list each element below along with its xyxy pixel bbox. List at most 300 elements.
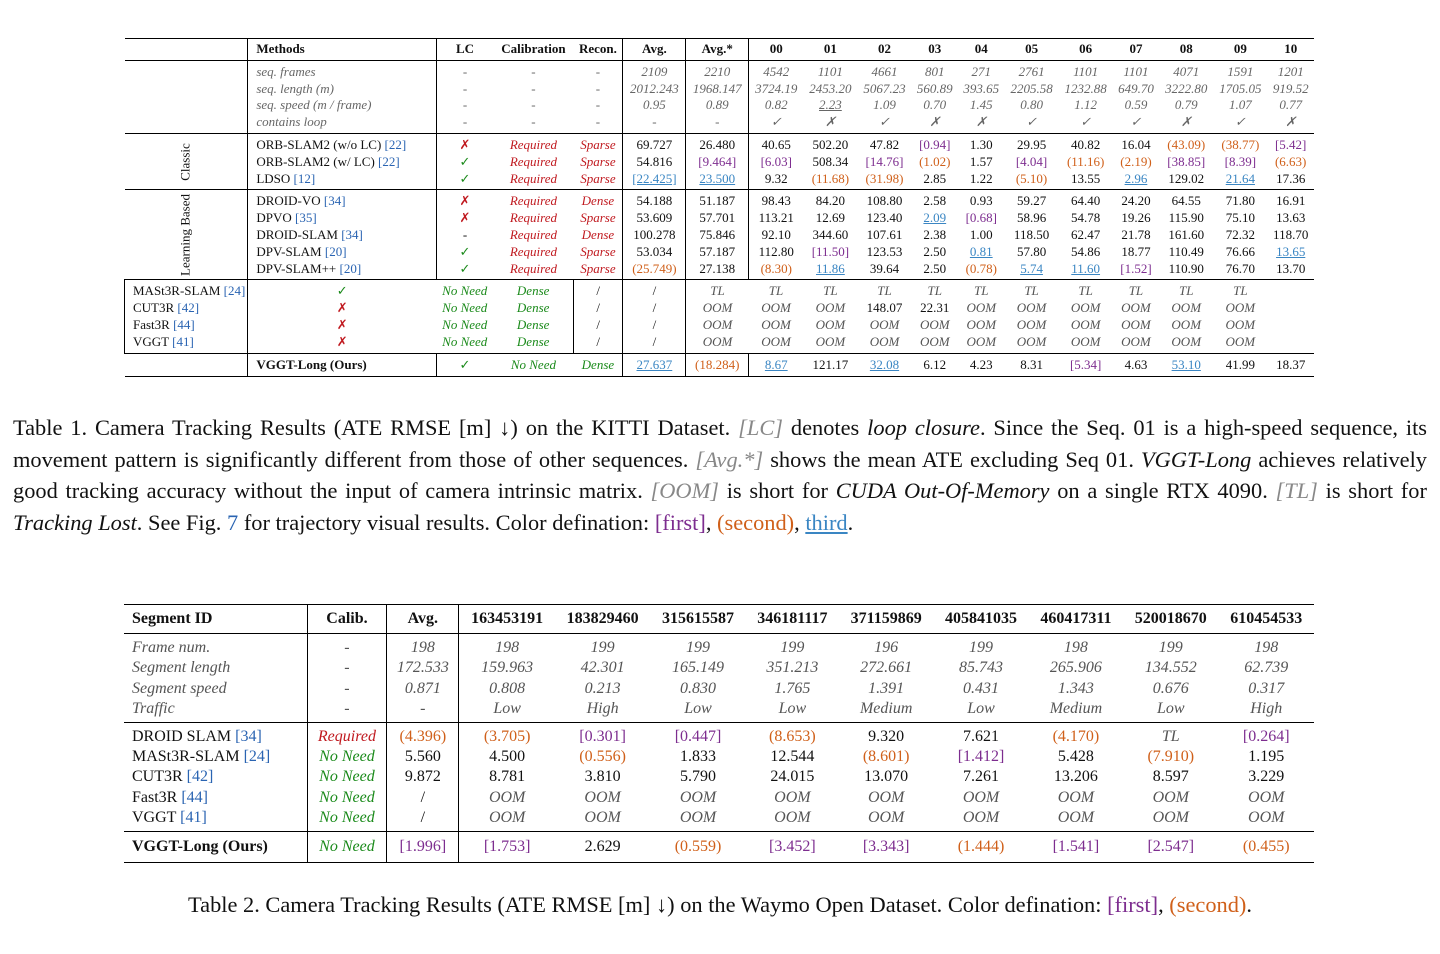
method-label: DPV-SLAM [256,243,322,259]
seq-value: 19.26 [1121,210,1151,226]
seq-value: (1.02) [919,153,951,169]
segment-value: 198 [1254,639,1279,657]
segment-value: 134.552 [1144,659,1197,677]
lc-cell: ✗ [248,317,436,334]
method-label: MASt3R-SLAM [133,283,221,299]
seq-value: (11.68) [811,170,850,186]
calibration-cell: No Need [307,767,387,787]
seq-value: 13.65 [1276,243,1306,259]
calibration-cell: No Need [442,316,488,332]
seq-value: OOM [1121,300,1151,316]
seq-value: 54.78 [1071,210,1101,226]
seq-value: 1101 [1073,63,1099,79]
seq-value: 1.22 [969,170,993,186]
seq-value: 62.47 [1071,226,1101,242]
table-row [125,317,1315,334]
method-label: Frame num. [132,639,211,657]
segment-value: 1.195 [1248,748,1285,766]
reconstruction-cell: - [595,97,601,113]
table-row [125,244,1315,261]
table-row [124,788,1314,808]
method-label: DROID-VO [256,193,321,209]
segment-value: (1.444) [957,838,1005,856]
segment-value: 85.743 [959,659,1004,677]
seq-value: 16.04 [1121,136,1151,152]
method-label: DPVO [256,210,292,226]
segment-value: OOM [1057,788,1095,806]
avg-excl-cell: / [623,317,686,334]
seq-value: 110.49 [1168,243,1204,259]
seq-value: OOM [869,333,900,349]
segment-value: 1.833 [680,748,717,766]
seq-value: TL [877,283,892,299]
segment-value: [3.343] [862,838,910,856]
seq-value: [0.94] [919,136,951,152]
seq-value: 118.70 [1273,226,1309,242]
segment-value: OOM [459,788,555,808]
seq-value: 76.66 [1225,243,1255,259]
category-text: Learning Based [177,193,193,276]
segment-value: (3.705) [459,723,555,748]
seq-value: 4661 [871,63,898,79]
method-label: MASt3R-SLAM [132,748,240,766]
segment-value: 7.261 [963,768,1000,786]
method-name [124,767,307,787]
method-label: ORB-SLAM2 (w/ LC) [256,153,375,169]
stats-row [125,97,1315,114]
avg-excl-cell: 57.701 [686,210,749,227]
citation: [24] [243,748,271,766]
avg-excl-cell: / [623,300,686,317]
seq-value: 115.90 [1168,210,1204,226]
seq-value: 0.82 [749,97,804,114]
column-header: 02 [878,41,891,56]
seq-value: [11.50] [811,243,850,259]
seq-value: (0.78) [965,260,997,276]
method-name [248,261,436,280]
seq-value: OOM [761,300,791,316]
seq-value: 271 [971,63,992,79]
seq-value: 11.60 [1071,260,1101,276]
segment-value: 0.830 [680,679,717,697]
segment-value: Low [459,699,555,723]
seq-value: ✗ [929,114,941,130]
column-header: 346181117 [757,610,828,627]
segment-value: (7.910) [1147,748,1195,766]
reconstruction-cell: - [595,80,601,96]
table-row [125,280,1315,300]
method-name [124,699,307,723]
lc-cell: ✗ [436,210,493,227]
method-name [124,832,307,863]
calibration-cell: Required [307,723,387,748]
category-text: Classic [177,142,193,181]
avg-cell: 69.727 [623,133,686,153]
calibration-cell: No Need [442,300,488,316]
column-header: Calibration [501,41,566,56]
segment-value: OOM [584,788,621,806]
header-spacer [125,39,248,61]
table-1-header [125,39,1315,61]
column-header: 06 [1079,41,1093,56]
seq-value: 2.96 [1124,170,1148,186]
method-label: Fast3R [133,316,170,332]
avg-cell: - [387,699,459,723]
segment-value: [1.753] [459,832,555,863]
stats-row [125,81,1315,98]
column-header: 01 [823,41,837,56]
citation: [42] [186,768,214,786]
seq-value: 1.07 [1228,97,1252,113]
citation: [22] [384,136,407,152]
table-2 [124,604,1314,863]
segment-value: 5.428 [1057,748,1094,766]
reconstruction-cell: Dense [516,283,550,299]
table-2-header [124,605,1314,634]
citation: [44] [173,316,195,332]
reconstruction-cell: Sparse [580,153,616,169]
column-header: Methods [248,39,436,61]
seq-value: 4.63 [1124,356,1148,372]
table-2-methods [124,723,1314,832]
seq-value: 29.95 [1016,136,1047,152]
seq-value: TL [823,283,838,299]
avg-cell: - [623,114,686,133]
seq-value: (8.30) [749,261,804,280]
stats-row [124,634,1314,659]
lc-cell: ✓ [436,244,493,261]
column-header: 163453191 [459,605,555,634]
seq-value: ✗ [824,114,836,130]
calibration-cell: No Need [307,788,387,808]
method-label: Fast3R [132,788,178,806]
segment-value: 198 [1063,639,1088,657]
seq-value: 112.80 [749,244,804,261]
lc-cell: - [436,114,493,133]
seq-value: [5.34] [1069,356,1102,372]
seq-value: OOM [686,300,749,317]
avg-excl-cell: 0.89 [686,97,749,114]
seq-value: 64.40 [1071,193,1101,209]
segment-value: [2.547] [1147,838,1195,856]
seq-value: OOM [1016,300,1047,316]
reconstruction-cell: Dense [516,316,550,332]
segment-value: (0.455) [1242,838,1290,856]
seq-value: OOM [1121,316,1151,332]
reconstruction-cell: Dense [516,300,550,316]
avg-cell: 2012.243 [623,81,686,98]
seq-value: [8.39] [1224,153,1257,169]
stats-row [125,60,1315,80]
seq-value: 2453.20 [809,80,852,96]
avg-excl-cell: - [686,114,749,133]
calibration-cell: No Need [307,808,387,832]
avg-excl-cell: [9.464] [686,154,749,171]
method-label: CUT3R [133,300,175,316]
method-name [124,679,307,699]
calibration-cell: Required [509,193,557,209]
seq-value: 148.07 [866,300,903,316]
reconstruction-cell: Sparse [580,260,616,276]
method-label: seq. length (m) [256,80,334,96]
method-name [124,747,307,767]
avg-cell: / [573,334,623,353]
seq-value: OOM [1171,333,1202,349]
segment-value: 4.500 [459,747,555,767]
seq-value: 113.21 [749,210,804,227]
calibration-cell: Required [509,153,557,169]
lc-cell: - [436,97,493,114]
seq-value: 47.82 [869,136,900,152]
method-name [124,658,307,678]
seq-value: ✗ [1180,114,1192,130]
avg-cell: / [573,280,623,300]
seq-value: TL [1179,283,1194,299]
segment-value: 13.070 [864,768,909,786]
method-name [248,154,436,171]
avg-excl-cell: 1968.147 [686,81,749,98]
seq-value: ✓ [879,114,890,130]
column-header: 183829460 [566,610,639,627]
segment-value: Low [684,699,712,717]
segment-value: OOM [1152,808,1189,826]
segment-value: 198 [459,634,555,659]
seq-value: 2.50 [923,260,947,276]
column-header: 371159869 [850,610,922,627]
column-header: Avg. [623,39,686,61]
seq-value: 108.80 [866,193,903,209]
seq-value: TL [1024,283,1039,299]
seq-value: 1.09 [873,97,896,113]
seq-value: 58.96 [1016,210,1047,226]
seq-value: 2.38 [923,226,947,242]
segment-value: High [1250,699,1283,717]
calibration-cell: - [531,80,536,96]
reconstruction-cell: Sparse [580,243,616,259]
lc-cell: ✗ [248,334,436,353]
seq-value: 393.65 [963,80,1000,96]
seq-value: TL [768,283,784,299]
stats-row [124,679,1314,699]
seq-value: 40.82 [1071,136,1101,152]
seq-value: 21.78 [1121,226,1151,242]
method-label: VGGT [133,333,169,349]
table-row [124,808,1314,832]
method-label: seq. speed (m / frame) [256,97,372,113]
seq-value: 84.20 [815,193,846,209]
calibration-cell: No Need [510,356,556,372]
seq-value: 5067.23 [863,80,906,96]
segment-value: 1.765 [774,679,811,697]
method-group [125,133,1315,189]
avg-cell: 53.034 [623,244,686,261]
segment-value: [3.452] [769,838,816,856]
method-label: Segment speed [132,679,227,697]
reconstruction-cell: Sparse [580,170,616,186]
segment-value: 24.015 [770,768,815,786]
method-name [248,227,436,244]
seq-value: 8.67 [749,353,804,377]
seq-value: 18.37 [1276,356,1306,372]
segment-value: 199 [590,639,615,657]
seq-value: 123.53 [866,243,903,259]
segment-value: 265.906 [1049,659,1102,677]
seq-value: OOM [919,333,950,349]
segment-value: [0.447] [674,728,722,746]
avg-cell: 2109 [623,60,686,80]
citation: [42] [177,300,200,316]
seq-value: 24.20 [1121,193,1151,209]
column-header: LC [436,39,493,61]
segment-value: 272.661 [860,659,913,677]
seq-value: 1.30 [969,136,993,152]
seq-value: 11.86 [816,260,845,276]
avg-cell: 172.533 [387,658,459,678]
column-header: 04 [974,41,988,56]
reconstruction-cell: Sparse [580,136,616,152]
calibration-cell: - [531,63,536,79]
segment-value: 2.629 [584,838,621,856]
reconstruction-cell: Dense [581,356,615,372]
seq-value: 18.77 [1121,243,1151,259]
reconstruction-cell: Dense [581,193,615,209]
seq-value: 0.77 [1279,97,1303,113]
seq-value: 16.91 [1276,193,1306,209]
seq-value: 4.23 [969,356,993,372]
segment-value: 0.808 [459,679,555,699]
method-name [248,97,436,114]
method-label: CUT3R [132,768,183,786]
segment-value: OOM [584,808,621,826]
stats-row [124,699,1314,723]
segment-value: 7.621 [963,728,1000,746]
lc-cell: - [436,81,493,98]
table-row [125,261,1315,280]
segment-value: OOM [867,788,905,806]
lc-cell: ✗ [436,133,493,153]
segment-value: High [586,699,619,717]
column-header: Avg. [387,605,459,634]
avg-cell: [1.996] [387,832,459,863]
segment-value: 0.431 [963,679,1000,697]
segment-value: OOM [459,808,555,832]
seq-value: 502.20 [812,136,849,152]
seq-value: OOM [1121,333,1151,349]
segment-value: Medium [859,699,913,717]
avg-cell: (4.396) [387,723,459,748]
seq-value: 1.00 [969,226,993,242]
lc-cell: - [436,60,493,80]
seq-value: OOM [1171,316,1202,332]
method-label: Segment length [132,659,231,677]
seq-value: 13.63 [1276,210,1306,226]
avg-excl-cell: 51.187 [686,190,749,210]
method-label: LDSO [256,170,291,186]
column-header: 07 [1129,41,1143,56]
reconstruction-cell: - [595,114,601,130]
avg-excl-cell: (18.284) [686,353,749,377]
seq-value: 1.57 [969,153,993,169]
seq-value: 4542 [749,60,804,80]
seq-value: 2205.58 [1010,80,1053,96]
seq-value: 54.86 [1071,243,1101,259]
seq-value: 0.79 [1174,97,1198,113]
segment-value: TL [1161,728,1180,746]
seq-value: 2.50 [923,243,947,259]
segment-value: OOM [679,788,717,806]
table-row [124,747,1314,767]
reconstruction-cell: Dense [581,226,615,242]
citation: [44] [181,788,208,806]
seq-value: TL [1078,283,1093,299]
seq-value: ✗ [1285,114,1297,130]
ours-row-group [125,353,1315,377]
seq-value: 12.69 [815,210,846,226]
segment-value: Low [778,699,807,717]
avg-excl-cell: 23.500 [686,171,749,190]
column-header: Calib. [307,605,387,634]
method-name [124,788,307,808]
seq-value: OOM [1070,316,1101,332]
method-label: Traffic [132,699,175,717]
column-header: 00 [749,39,804,61]
segment-value: 9.320 [868,728,905,746]
method-name [125,300,248,317]
seq-value: 2.09 [923,210,947,226]
table-2-caption: Table 2. Camera Tracking Results (ATE RMSE [m] ↓) on the Waymo Open Dataset. Color defination: [first], (second). [188,892,1252,917]
citation: [24] [223,283,246,299]
seq-value: OOM [1171,300,1202,316]
segment-value: [1.541] [1052,838,1100,856]
segment-value: Medium [1049,699,1103,717]
column-header: Recon. [578,41,617,56]
category-spacer [125,60,248,80]
category-spacer [125,353,248,377]
seq-value: 919.52 [1272,80,1309,96]
avg-cell: (25.749) [623,261,686,280]
calibration-cell: Required [509,210,557,226]
column-header: 05 [1025,41,1039,56]
avg-cell: / [573,317,623,334]
avg-excl-cell: 57.187 [686,244,749,261]
seq-value: OOM [1225,333,1256,349]
seq-value: (2.19) [1120,153,1152,169]
table-1 [124,38,1314,377]
seq-value: 1705.05 [1219,80,1262,96]
seq-value: TL [686,280,749,300]
segment-value: OOM [962,788,1000,806]
column-header: 405841035 [945,610,1018,627]
seq-value: 3222.80 [1165,80,1208,96]
segment-value: OOM [1248,808,1285,826]
citation: [34] [341,226,363,242]
seq-value: (38.77) [1221,136,1260,152]
figure-link[interactable]: 7 [227,509,239,535]
seq-value: 64.55 [1171,193,1201,209]
segment-value: 1.343 [1057,679,1094,697]
seq-value: 121.17 [812,356,849,372]
segment-value: OOM [1248,788,1285,806]
lc-cell: ✓ [436,171,493,190]
segment-value: 8.597 [1152,768,1189,786]
avg-excl-cell: 75.846 [686,227,749,244]
segment-value: 199 [686,639,711,657]
calibration-cell: - [307,634,387,659]
seq-value: 4071 [1173,63,1200,79]
avg-cell: / [387,808,459,832]
avg-excl-cell: / [623,280,686,300]
citation: [41] [172,333,194,349]
